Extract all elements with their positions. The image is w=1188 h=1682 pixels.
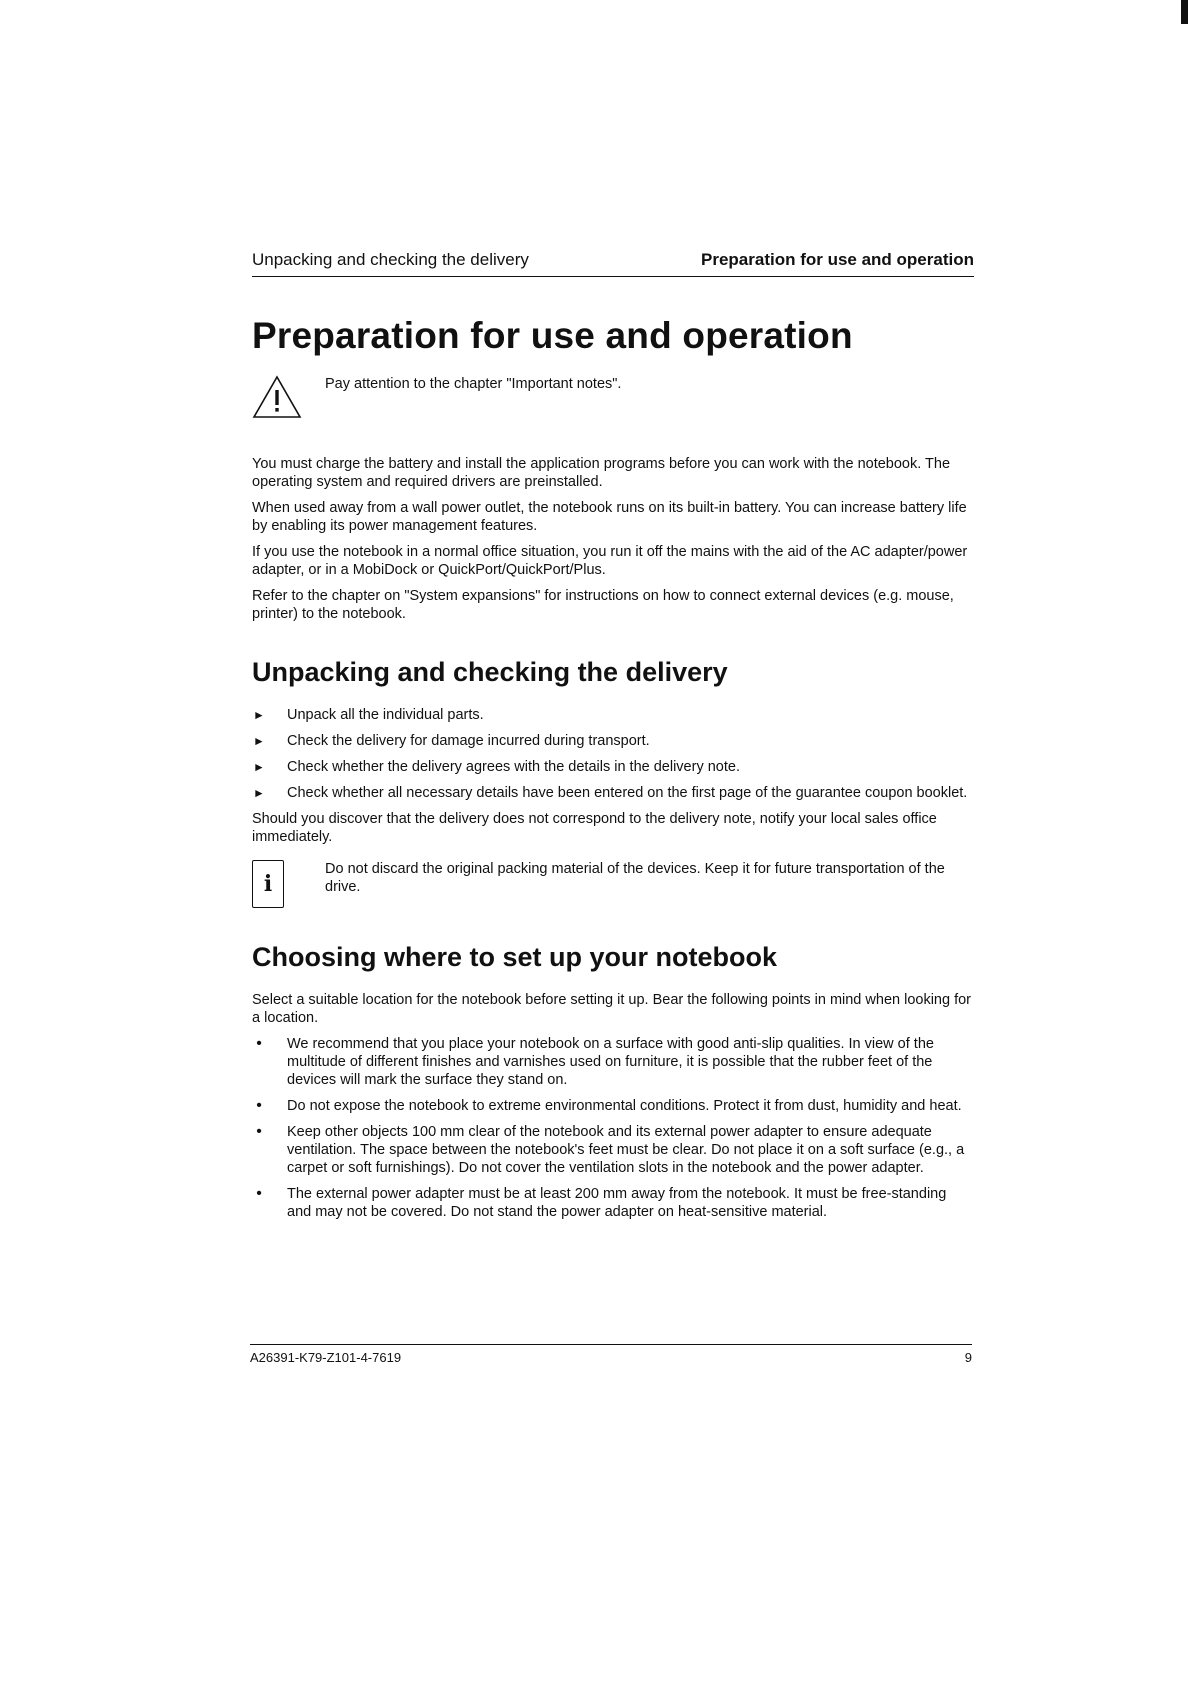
- bullet-dot-icon: •: [256, 1097, 262, 1114]
- list-item: [252, 784, 974, 802]
- list-item: [252, 1123, 974, 1177]
- list-item-text: Check the delivery for damage incurred during transport.: [287, 733, 650, 749]
- list-item-text: Check whether all necessary details have been entered on the first page of the guarantee coupon booklet.: [287, 785, 968, 801]
- list-item: [252, 758, 974, 776]
- section-heading-unpacking: Unpacking and checking the delivery: [252, 657, 728, 687]
- intro-paragraph: When used away from a wall power outlet, the notebook runs on its built-in battery. You can increase battery life by enabling its power management features.: [252, 500, 967, 534]
- document-number: A26391-K79-Z101-4-7619: [250, 1350, 402, 1365]
- intro-paragraph: If you use the notebook in a normal office situation, you run it off the mains with the aid of the AC adapter/power adapter, or in a MobiDock or QuickPort/QuickPort/Plus.: [252, 544, 968, 578]
- location-points-list: [252, 1035, 974, 1221]
- scan-corner-mark: [1181, 0, 1188, 24]
- page-footer: [250, 1344, 972, 1365]
- arrow-bullet-icon: ►: [253, 734, 265, 748]
- list-item: [252, 706, 974, 724]
- info-icon: i: [252, 860, 284, 908]
- list-item: [252, 1097, 974, 1115]
- list-item-text: Check whether the delivery agrees with the details in the delivery note.: [287, 759, 740, 775]
- list-item: [252, 1035, 974, 1089]
- running-header-chapter: Preparation for use and operation: [701, 250, 974, 269]
- bullet-dot-icon: •: [256, 1123, 262, 1140]
- running-header: [252, 250, 974, 277]
- arrow-bullet-icon: ►: [253, 708, 265, 722]
- list-item-text: The external power adapter must be at least 200 mm away from the notebook. It must be free-standing and may not be covered. Do not stand the power adapter on heat-sensitive material.: [287, 1186, 947, 1220]
- list-item: [252, 1185, 974, 1221]
- list-item: [252, 732, 974, 750]
- location-intro-text: Select a suitable location for the notebook before setting it up. Bear the following points in mind when looking for a location.: [252, 992, 971, 1026]
- intro-section: [252, 455, 974, 623]
- document-page: [252, 250, 974, 1229]
- warning-triangle-icon: [252, 375, 325, 419]
- warning-note: [252, 375, 974, 419]
- page-number: 9: [964, 1350, 972, 1365]
- arrow-bullet-icon: ►: [253, 760, 265, 774]
- intro-paragraph: Refer to the chapter on "System expansions" for instructions on how to connect external devices (e.g. mouse, printer) to the notebook.: [252, 588, 954, 622]
- intro-paragraph: You must charge the battery and install the application programs before you can work with the notebook. The operating system and required drivers are preinstalled.: [252, 456, 951, 490]
- bullet-dot-icon: •: [256, 1185, 262, 1202]
- unpacking-steps-list: [252, 706, 974, 802]
- warning-note-text: Pay attention to the chapter "Important notes".: [325, 376, 622, 392]
- list-item-text: We recommend that you place your notebook on a surface with good anti-slip qualities. In view of the multitude of different finishes and varnishes used on furniture, it is possible that the rubber feet of the devices will mark the surface they stand on.: [287, 1036, 934, 1088]
- info-note-text: Do not discard the original packing material of the devices. Keep it for future transportation of the drive.: [325, 861, 945, 895]
- list-item-text: Do not expose the notebook to extreme environmental conditions. Protect it from dust, humidity and heat.: [287, 1098, 962, 1114]
- info-note: [252, 860, 974, 908]
- list-item-text: Keep other objects 100 mm clear of the notebook and its external power adapter to ensure adequate ventilation. The space between the notebook's feet must be clear. Do not place it on a soft surface (e.g., a carpet or soft furnishings). Do not cover the ventilation slots in the notebook and the power adapter.: [287, 1124, 965, 1176]
- page-title: Preparation for use and operation: [252, 315, 853, 356]
- section-heading-location: Choosing where to set up your notebook: [252, 942, 778, 972]
- arrow-bullet-icon: ►: [253, 786, 265, 800]
- delivery-discrepancy-text: Should you discover that the delivery does not correspond to the delivery note, notify your local sales office immediately.: [252, 811, 937, 845]
- list-item-text: Unpack all the individual parts.: [287, 707, 484, 723]
- bullet-dot-icon: •: [256, 1035, 262, 1052]
- running-header-section: Unpacking and checking the delivery: [252, 250, 529, 269]
